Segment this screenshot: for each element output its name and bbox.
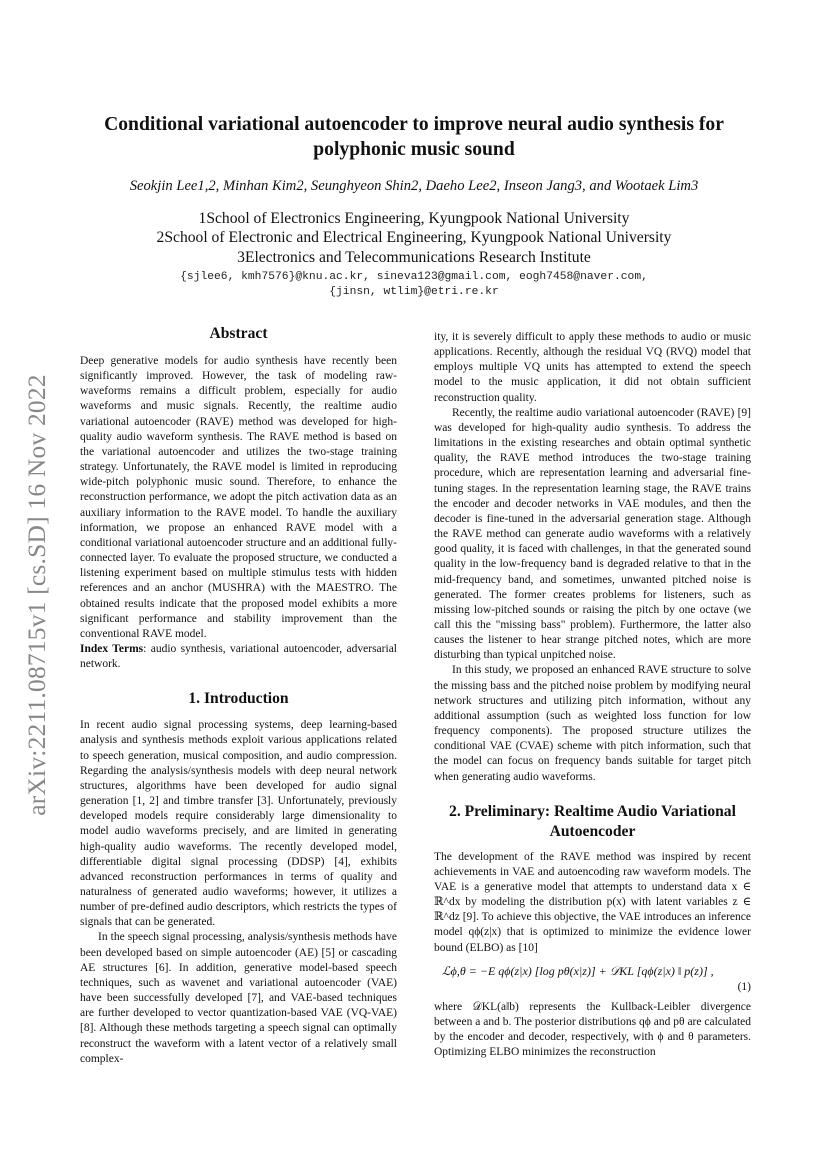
intro-paragraph-3: ity, it is severely difficult to apply these methods to audio or music applications. Recently, although the residual VQ (RVQ) model that employs multiple VQ units has attempted to extend the speech model to the music application, it did not obtain sufficient reconstruction quality. [434,331,751,404]
email-line-2: {jinsn, wtlim}@etri.re.kr [329,286,499,298]
preliminary-heading: 2. Preliminary: Realtime Audio Variational Autoencoder [449,802,736,840]
author-emails [60,270,768,300]
intro-paragraph-2: In the speech signal processing, analysis/synthesis methods have been developed based on simple autoencoder (AE) [5] or cascading AE structures [6]. In addition, generative model-based speech techniques, such as wavenet and variational autoencoder (VAE) have been successfully developed [7], and VAE-based techniques are further developed to vector quantization-based VAE (VQ-VAE) [8]. Although these methods targeting a speech signal can optimally reconstruct the waveform with a latent vector of a relatively small complex- [80,931,397,1065]
abstract-body: Deep generative models for audio synthesis have recently been significantly improved. However, the task of modeling raw-waveforms remains a difficult problem, especially for audio waveforms and music signals. Recently, the realtime audio variational autoencoder (RAVE) method was developed for high-quality audio waveform synthesis. The RAVE method is based on the variational autoencoder and utilizes the two-stage training strategy. Unfortunately, the RAVE model is limited in reproducing wide-pitch polyphonic music sound. Therefore, to enhance the reconstruction performance, we adopt the pitch activation data as an auxiliary information to the RAVE model. To handle the auxiliary information, we propose an enhanced RAVE model with a conditional variational autoencoder structure and an additional fully-connected layer. To evaluate the proposed structure, we conducted a listening experiment based on multiple stimulus tests with hidden references and an anchor (MUSHRA) with the MAESTRO. The obtained results indicate that the proposed model exhibits a more significant performance and stability improvement than the conventional RAVE model. [80,355,397,640]
arxiv-id-text: arXiv:2211.08715v1 [cs.SD] 16 Nov 2022 [22,374,51,816]
preliminary-paragraph-1: The development of the RAVE method was inspired by recent achievements in VAE and autoencoding raw waveform models. The VAE is a generative model that attempts to understand data x ∈ ℝ^dx by modeling the distribution p(x) with latent variables z ∈ ℝ^dz [9]. To achieve this objective, the VAE introduces an inference model qϕ(z|x) that is optimized to minimize the evidence lower bound (ELBO) as [10] [434,850,751,954]
equation-1 [434,960,751,998]
arxiv-identifier-stamp [22,330,52,860]
affiliation-2: 2School of Electronic and Electrical Engineering, Kyungpook National University [156,229,672,247]
elbo-equation: ℒϕ,θ = −E qϕ(z|x) [log pθ(x|z)] + 𝒟KL [qϕ(z|x) ‖ p(z)] , [442,963,714,978]
abstract-heading: Abstract [209,325,268,342]
index-terms [80,642,397,672]
author-list: Seokjin Lee1,2, Minhan Kim2, Seunghyeon Shin2, Daeho Lee2, Inseon Jang3, and Wootaek Lim3 [129,178,699,194]
intro-paragraph-1: In recent audio signal processing systems, deep learning-based analysis and synthesis methods exploit various applications related to speech generation, musical composition, and audio compression. Regarding the analysis/synthesis models with deep neural network structures, algorithms have been developed for audio signal generation [1, 2] and timbre transfer [3]. Unfortunately, previously developed models require considerably large dimensionality to model audio waveforms precisely, and are limited in generating high-quality audio waveforms. The recently developed model, differentiable digital signal processing (DDSP) [4], exhibits advanced reconstruction performances in terms of quality and naturalness of generated audio waveforms; however, it utilizes a number of pre-defined audio descriptors, which restricts the types of signals that can be generated. [80,719,397,929]
right-column [434,330,751,1060]
intro-paragraph-5: In this study, we proposed an enhanced RAVE structure to solve the missing bass and the pitched noise problem by modifying neural network structures and utilizing pitch information, without any additional assumption (such as weighted loss function for low frequency components). The proposed structure utilizes the conditional VAE (CVAE) scheme with pitch information, such that the model can focus on frequency bands suitable for target pitch when generating audio waveforms. [434,664,751,783]
intro-paragraph-4: Recently, the realtime audio variational autoencoder (RAVE) [9] was developed for high-quality audio synthesis. To address the limitations in the existing researches and obtain optimal synthetic quality, the RAVE method introduces the two-stage training procedure, which are representation learning and adversarial fine-tuning stages. In the representation learning stage, the RAVE trains the encoder and decoder networks in VAE modules, and then the decoder is fine-tuned in the adversarial generation stage. Although the RAVE method can generate audio waveforms with a relatively good quality, it is faced with challenges, in that the generated sound quality in the low-frequency band is degraded relative to that in the mid-frequency band, and sometimes, unwanted pitched noise is generated. The former creates problems for listeners, such as missing low-pitched sounds or raising the pitch by one octave (we call this the "missing bass" problem). Furthermore, the latter also causes the listener to hear strange pitched notes, which are more disturbing than typical unpitched noise. [434,406,751,662]
preliminary-paragraph-2: where 𝒟KL(a‖b) represents the Kullback-Leibler divergence between a and b. The posterior distributions qϕ and pθ are calculated by the encoder and decoder, respectively, with ϕ and θ parameters. Optimizing ELBO minimizes the reconstruction [434,1000,751,1059]
affiliation-1: 1School of Electronics Engineering, Kyungpook National University [198,210,630,227]
affiliations [60,209,768,267]
email-line-1: {sjlee6, kmh7576}@knu.ac.kr, sineva123@gmail.com, eogh7458@naver.com, [180,271,648,283]
paper-title: Conditional variational autoencoder to improve neural audio synthesis for polyphonic music sound [104,114,724,160]
index-terms-text: : audio synthesis, variational autoencoder, adversarial network. [80,642,397,671]
index-terms-label: Index Terms [80,642,144,655]
left-column [80,324,397,1067]
affiliation-3: 3Electronics and Telecommunications Research Institute [237,248,591,266]
equation-number: (1) [737,980,751,993]
introduction-heading: 1. Introduction [188,690,289,708]
